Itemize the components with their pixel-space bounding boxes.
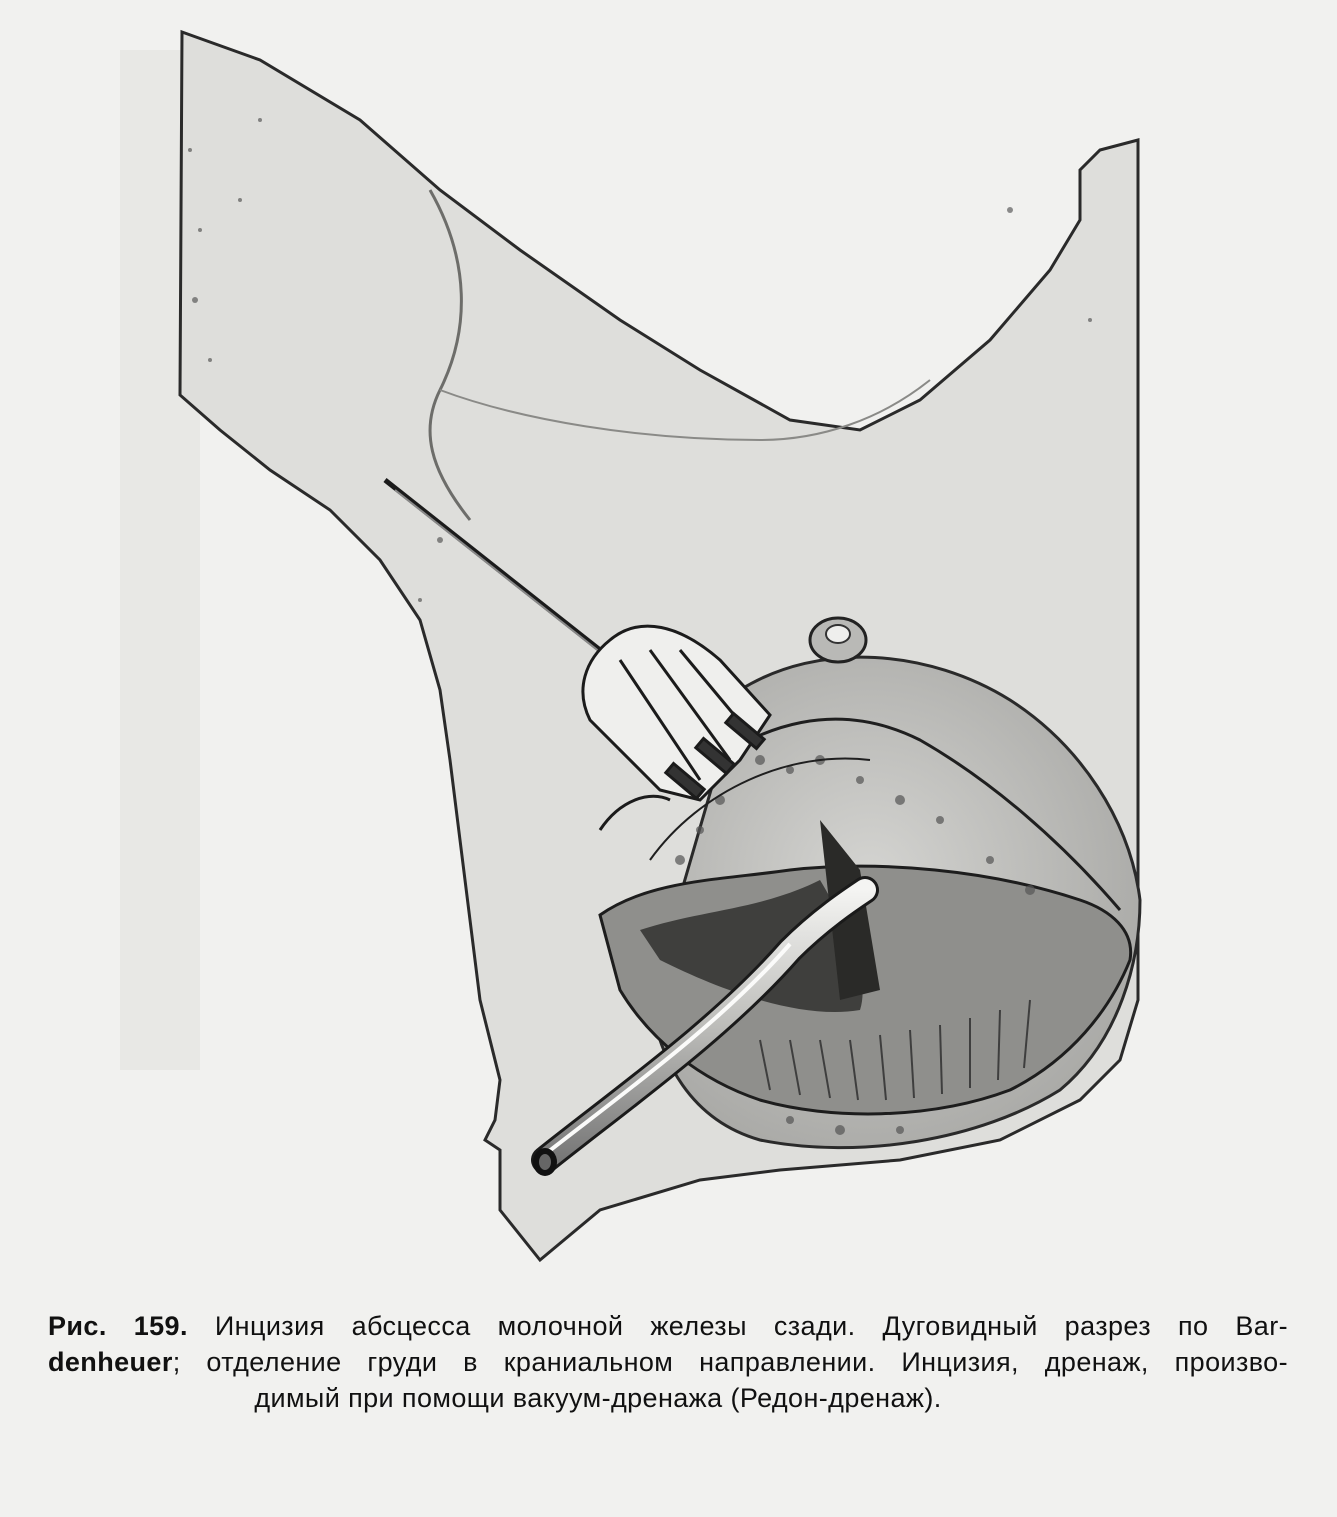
caption-line-3: димый при помощи вакуум-дренажа (Редон-дренаж).: [254, 1383, 942, 1413]
figure-caption: [48, 1308, 1288, 1416]
caption-name-bold: denheuer: [48, 1347, 173, 1377]
caption-line-1: [48, 1308, 1288, 1344]
caption-text-2: ; отделение груди в краниальном направлении. Инцизия, дренаж, произво-: [172, 1347, 1288, 1377]
caption-line-2: [48, 1344, 1288, 1380]
figure-label: Рис. 159.: [48, 1311, 188, 1341]
caption-text-1: Инцизия абсцесса молочной железы сзади. Дуговидный разрез по Bar-: [214, 1311, 1289, 1341]
